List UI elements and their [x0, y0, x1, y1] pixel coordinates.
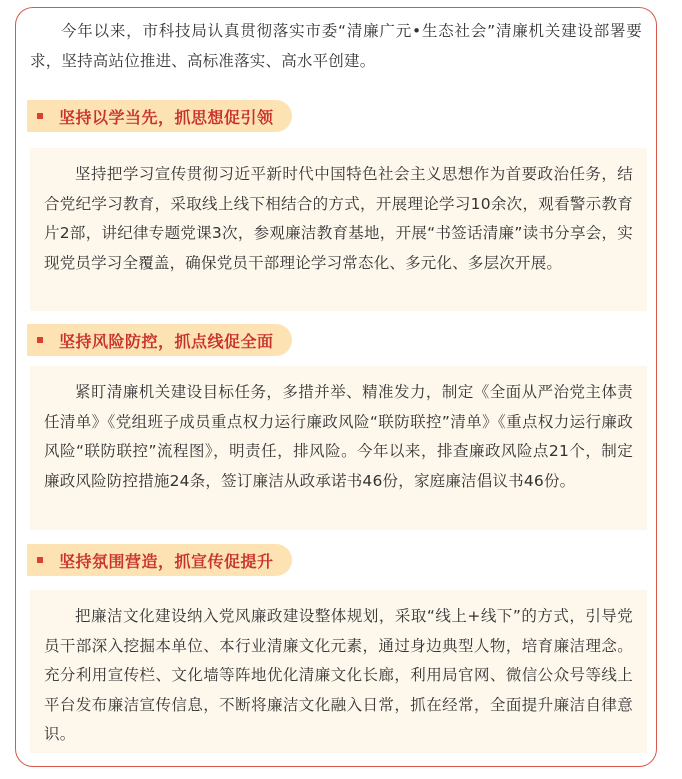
section-body-text: 把廉洁文化建设纳入党风廉政建设整体规划，采取“线上+线下”的方式，引导党员干部深入挖掘本单位、本行业清廉文化元素，通过身边典型人物，培育廉洁理念。充分利用宣传栏、文化墙等阵地优化清廉文化长廊，利用局官网、微信公众号等线上平台发布廉洁宣传信息，不断将廉洁文化融入日常，抓在经常，全面提升廉洁自律意识。 [44, 607, 633, 743]
intro-text: 今年以来，市科技局认真贯彻落实市委“清廉广元•生态社会”清廉机关建设部署要求，坚持高站位推进、高标准落实、高水平创建。 [30, 22, 642, 70]
bullet-icon [37, 557, 43, 563]
section-heading-risk [27, 324, 292, 356]
section-heading-text: 坚持风险防控，抓点线促全面 [59, 331, 274, 351]
section-body-study [30, 148, 647, 311]
section-body-text: 坚持把学习宣传贯彻习近平新时代中国特色社会主义思想作为首要政治任务，结合党纪学习教育，采取线上线下相结合的方式，开展理论学习10余次，观看警示教育片2部，讲纪律专题党课3次，参观廉洁教育基地，开展“书签话清廉”读书分享会，实现党员学习全覆盖，确保党员干部理论学习常态化、多元化、多层次开展。 [44, 165, 633, 272]
section-body-risk [30, 366, 647, 530]
section-heading-text: 坚持以学当先，抓思想促引领 [59, 107, 274, 127]
bullet-icon [37, 113, 43, 119]
section-body-text: 紧盯清廉机关建设目标任务，多措并举、精准发力，制定《全面从严治党主体责任清单》《党组班子成员重点权力运行廉政风险“联防联控”清单》《重点权力运行廉政风险“联防联控”流程图》，明责任，排风险。今年以来，排查廉政风险点21个，制定廉政风险防控措施24条，签订廉洁从政承诺书46份，家庭廉洁倡议书46份。 [44, 383, 633, 490]
section-heading-text: 坚持氛围营造，抓宣传促提升 [59, 551, 274, 571]
bullet-icon [37, 337, 43, 343]
intro-paragraph [30, 16, 642, 76]
section-body-atmosphere [30, 590, 647, 753]
section-heading-study [27, 100, 292, 132]
section-heading-atmosphere [27, 544, 292, 576]
